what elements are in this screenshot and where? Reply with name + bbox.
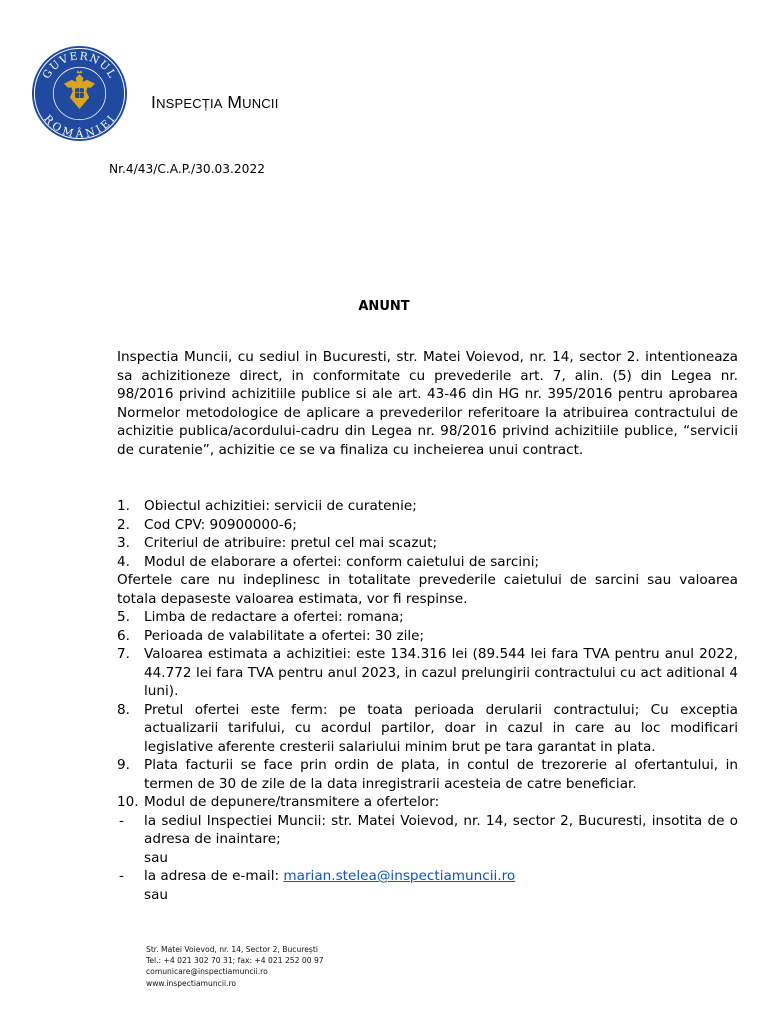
list-item — [117, 553, 738, 572]
list-number: 3. — [117, 535, 130, 551]
dash-bullet: - — [119, 868, 124, 884]
list-number: 4. — [117, 553, 130, 570]
list-text: Limba de redactare a ofertei: romana; — [144, 609, 404, 625]
list-number: 10. — [117, 794, 139, 810]
rejection-note: Ofertele care nu indeplinesc in totalitate prevederile caietului de sarcini sau valoarea totala depaseste valoarea estimata, vor fi respinse. — [117, 572, 738, 607]
dash-bullet: - — [119, 812, 124, 829]
intro-paragraph: Inspectia Muncii, cu sediul in Bucuresti, str. Matei Voievod, nr. 14, sector 2. intentioneaza sa achizitioneze direct, in conformitate cu prevederile art. 7, alin. (5) din Legea nr. 98/2016 privind achizitiile publice si ale art. 43-46 din HG nr. 395/2016 pentru aprobarea Normelor metodologice de aplicare a prevederilor referitoare la atribuirea contractului de achizitie publica/acordului-cadru din Legea nr. 98/2016 privind achizitiile publice, “servicii de curatenie”, achizitie ce se va finaliza cu incheierea unui contract. — [117, 349, 738, 458]
email-link[interactable]: marian.stelea@inspectiamuncii.ro — [283, 868, 516, 884]
list-text: Modul de depunere/transmitere a ofertelor: — [144, 794, 440, 810]
list-item — [117, 701, 738, 757]
announcement-list — [117, 497, 738, 904]
page-title: ANUNT — [358, 299, 410, 314]
list-number: 8. — [117, 701, 130, 718]
list-item — [117, 497, 738, 516]
list-text: Valoarea estimata a achizitiei: este 134.316 lei (89.544 lei fara TVA pentru anul 2022, 44.772 lei fara TVA pentru anul 2023, in cazul prelungirii contractului cu act aditional 4 luni). — [144, 646, 738, 699]
submission-option-email — [117, 867, 738, 886]
list-text: Criteriul de atribuire: pretul cel mai scazut; — [144, 535, 438, 551]
institution-name: INSPECȚIA MUNCII — [151, 92, 279, 112]
submission-option-text — [144, 867, 738, 886]
list-text: Obiectul achizitiei: servicii de curatenie; — [144, 498, 417, 514]
footer-website: www.inspectiamuncii.ro — [146, 978, 237, 988]
submission-option-office — [117, 812, 738, 849]
list-item — [117, 793, 738, 812]
list-number: 2. — [117, 516, 130, 533]
list-text: Perioada de valabilitate a ofertei: 30 zile; — [144, 627, 425, 644]
list-text: Pretul ofertei este ferm: pe toata perioada derularii contractului; Cu exceptia actualizarii tarifului, cu acordul partilor, doar in cazul in care au loc modificari legislative aferente cresterii salariului minim brut pe tara garantat in plata. — [144, 701, 738, 755]
or-separator: sau — [144, 849, 169, 866]
document-reference-number: Nr.4/43/C.A.P./30.03.2022 — [109, 162, 265, 176]
list-text: Modul de elaborare a ofertei: conform caietului de sarcini; — [144, 553, 540, 570]
footer-contact — [146, 944, 324, 989]
list-item — [117, 756, 738, 793]
svg-text:GUVERNUL: GUVERNUL — [39, 49, 120, 82]
list-text: Cod CPV: 90900000-6; — [144, 516, 297, 533]
list-text: Plata facturii se face prin ordin de plata, in contul de trezorerie al ofertantului, in termen de 30 de zile de la data inregistrarii acesteia de catre beneficiar. — [144, 757, 738, 792]
list-item — [117, 645, 738, 701]
svg-text:ROMÂNIEI: ROMÂNIEI — [41, 112, 119, 141]
list-item — [117, 534, 738, 553]
list-item — [117, 627, 738, 646]
government-seal-icon — [31, 45, 128, 142]
list-item — [117, 516, 738, 535]
list-number: 1. — [117, 498, 130, 514]
submission-option-text: la sediul Inspectiei Muncii: str. Matei Voievod, nr. 14, sector 2, Bucuresti, insotita de o adresa de inaintare; — [144, 812, 738, 847]
footer-address: Str. Matei Voievod, nr. 14, Sector 2, București — [146, 945, 318, 954]
footer-phones: Tel.: +4 021 302 70 31; fax: +4 021 252 00 97 — [146, 956, 324, 966]
list-number: 9. — [117, 757, 130, 773]
footer-email: comunicare@inspectiamuncii.ro — [146, 967, 268, 977]
list-number: 7. — [117, 646, 130, 662]
list-item — [117, 608, 738, 627]
email-label: la adresa de e-mail: — [144, 868, 284, 884]
or-separator: sau — [144, 886, 169, 903]
list-number: 6. — [117, 627, 130, 644]
list-number: 5. — [117, 609, 130, 625]
